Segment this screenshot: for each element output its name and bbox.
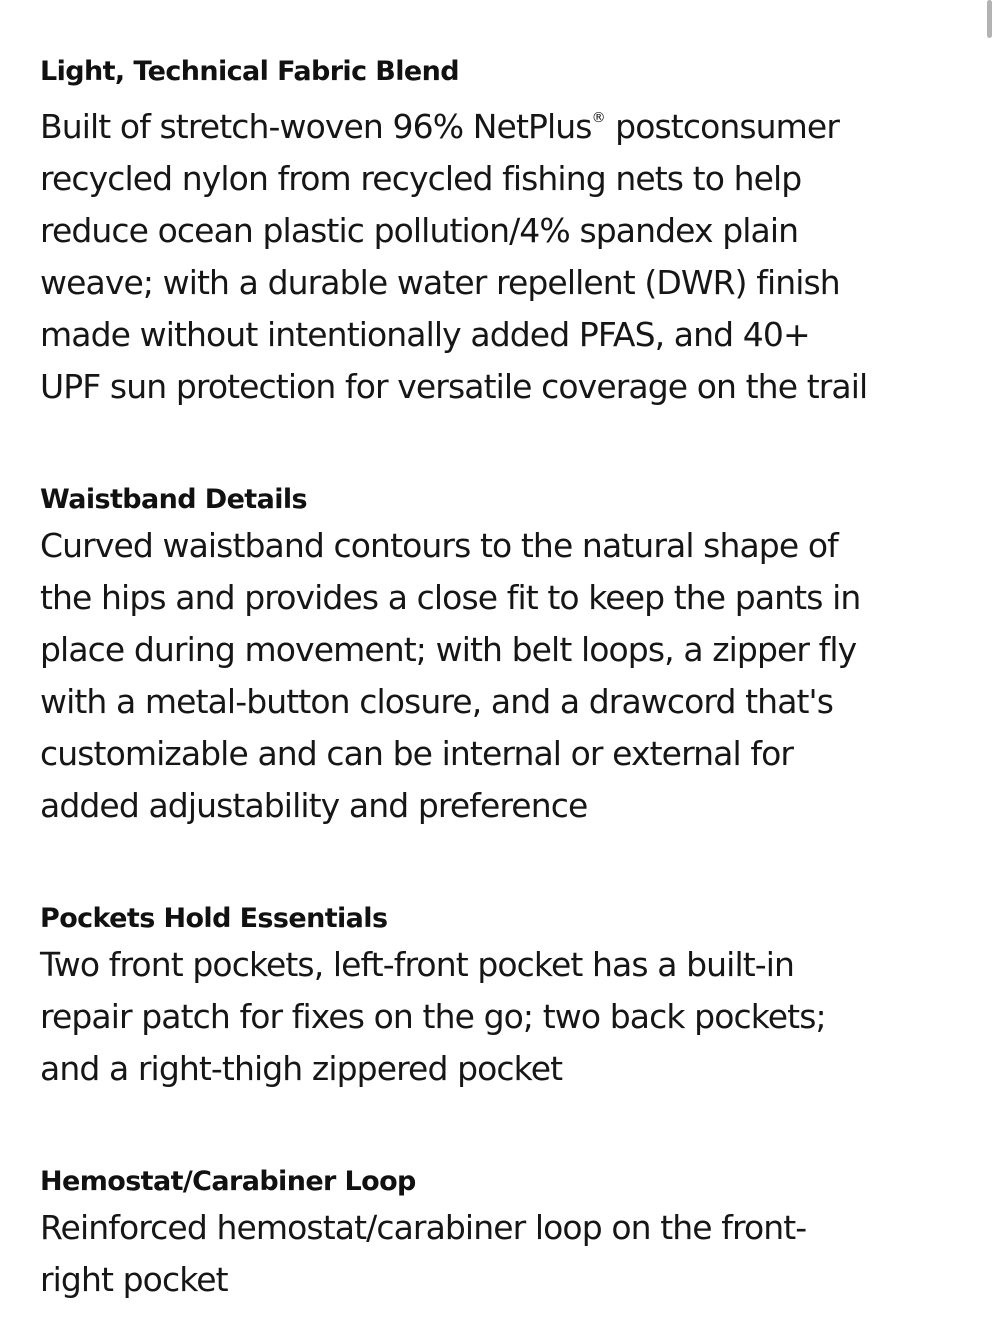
product-details [40, 56, 940, 1306]
description-line: recycled nylon from recycled fishing nets to help [40, 159, 802, 198]
description-line: and a right-thigh zippered pocket [40, 1049, 563, 1088]
feature-heading: Waistband Details [40, 484, 307, 515]
feature-section-waistband [40, 484, 940, 832]
description-line: right pocket [40, 1260, 228, 1299]
scrollbar[interactable] [987, 0, 992, 38]
description-line: Reinforced hemostat/carabiner loop on the front- [40, 1208, 807, 1247]
feature-heading: Light, Technical Fabric Blend [40, 56, 459, 87]
description-line: customizable and can be internal or external for [40, 734, 794, 773]
description-line: weave; with a durable water repellent (DWR) finish [40, 263, 840, 302]
description-line: with a metal-button closure, and a drawcord that's [40, 682, 834, 721]
feature-heading: Pockets Hold Essentials [40, 903, 388, 934]
feature-section-carabiner-loop [40, 1166, 940, 1306]
description-line: Two front pockets, left-front pocket has a built-in [40, 945, 795, 984]
registered-trademark-mark: ® [591, 110, 606, 126]
description-text: postconsumer [615, 107, 839, 146]
feature-description [40, 520, 940, 832]
description-line: added adjustability and preference [40, 786, 588, 825]
feature-section-pockets [40, 903, 940, 1095]
description-line: Curved waistband contours to the natural shape of [40, 526, 838, 565]
description-line: repair patch for fixes on the go; two back pockets; [40, 997, 826, 1036]
feature-heading: Hemostat/Carabiner Loop [40, 1166, 416, 1197]
feature-description [40, 939, 940, 1095]
description-line: the hips and provides a close fit to keep the pants in [40, 578, 861, 617]
feature-description [40, 1202, 940, 1306]
feature-description [40, 92, 940, 413]
description-line: UPF sun protection for versatile coverage on the trail [40, 367, 868, 406]
description-text: Built of stretch-woven 96% NetPlus [40, 107, 592, 146]
description-line: reduce ocean plastic pollution/4% spandex plain [40, 211, 799, 250]
feature-section-fabric [40, 56, 940, 413]
description-line: place during movement; with belt loops, a zipper fly [40, 630, 857, 669]
description-line: made without intentionally added PFAS, and 40+ [40, 315, 810, 354]
